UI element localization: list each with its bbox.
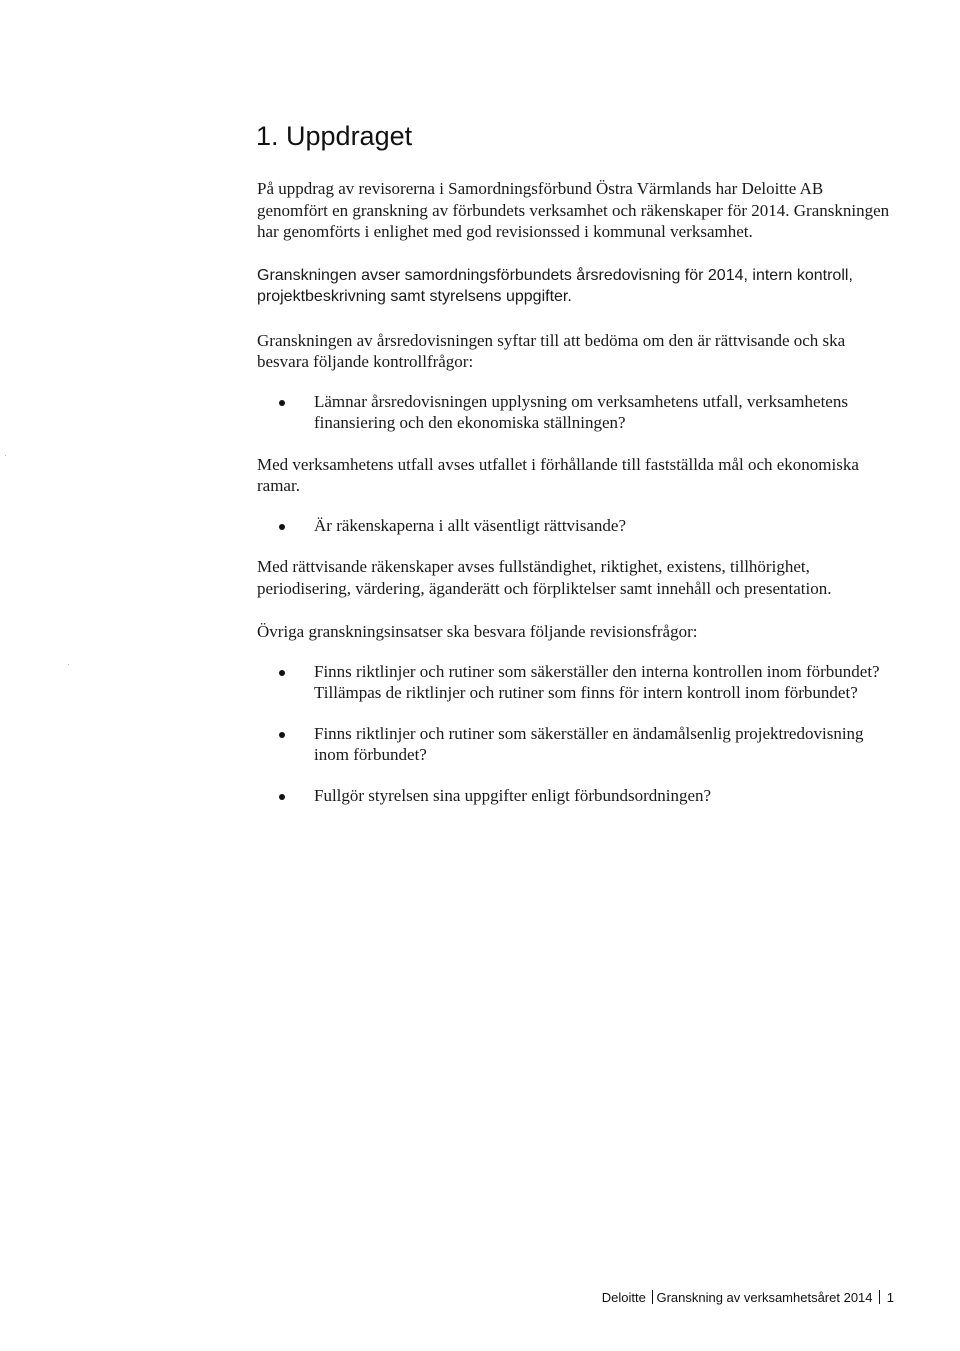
- list-item-text: Är räkenskaperna i allt väsentligt rättvisande?: [314, 515, 627, 535]
- footer-divider: [652, 1290, 653, 1304]
- control-question-list: [257, 391, 897, 434]
- section-heading: 1. Uppdraget: [256, 121, 413, 151]
- list-item: [257, 515, 897, 537]
- list-item: [257, 723, 897, 766]
- bullet-icon: [279, 400, 285, 406]
- list-item: [257, 661, 897, 704]
- paragraph-accounts-definition: Med rättvisande räkenskaper avses fullständighet, riktighet, existens, tillhörighet, periodisering, värdering, äganderätt och förpliktelser samt innehåll och presentation.: [257, 557, 832, 598]
- footer-company: Deloitte: [601, 1290, 646, 1305]
- list-item-text: Lämnar årsredovisningen upplysning om verksamhetens utfall, verksamhetens finansiering och den ekonomiska ställningen?: [314, 391, 848, 432]
- control-question-list-2: [257, 515, 897, 537]
- footer-divider: [879, 1290, 880, 1304]
- list-item: [257, 785, 897, 807]
- footer-document-title: Granskning av verksamhetsåret 2014: [656, 1290, 873, 1305]
- paragraph-assignment: På uppdrag av revisorerna i Samordningsförbund Östra Värmlands har Deloitte AB genomfört en granskning av förbundets verksamhet och räkenskaper för 2014. Granskningen har genomförts i enlighet med god revisionssed i kommunal verksamhet.: [257, 179, 890, 241]
- section-body: [257, 178, 897, 826]
- bullet-icon: [279, 670, 285, 676]
- bullet-icon: [279, 524, 285, 530]
- bullet-icon: [279, 794, 285, 800]
- paragraph-scope: Granskningen avser samordningsförbundets årsredovisning för 2014, intern kontroll, projektbeskrivning samt styrelsens uppgifter.: [257, 266, 853, 305]
- paragraph-outcome-definition: Med verksamhetens utfall avses utfallet i förhållande till fastställda mål och ekonomiska ramar.: [257, 454, 859, 495]
- scan-speck: [5, 455, 6, 456]
- list-item-text: Finns riktlinjer och rutiner som säkerställer den interna kontrollen inom förbundet? Tillämpas de riktlinjer och rutiner som finns för intern kontroll inom förbundet?: [314, 661, 880, 702]
- footer-page-number: 1: [886, 1290, 894, 1305]
- scan-speck: [68, 664, 69, 665]
- page-footer: [602, 1290, 894, 1306]
- paragraph-control-intro: Granskningen av årsredovisningen syftar till att bedöma om den är rättvisande och ska besvara följande kontrollfrågor:: [257, 330, 846, 371]
- paragraph-revision-intro: Övriga granskningsinsatser ska besvara följande revisionsfrågor:: [257, 622, 698, 641]
- list-item-text: Fullgör styrelsen sina uppgifter enligt förbundsordningen?: [314, 785, 712, 805]
- bullet-icon: [279, 732, 285, 738]
- list-item-text: Finns riktlinjer och rutiner som säkerställer en ändamålsenlig projektredovisning inom förbundet?: [314, 723, 864, 764]
- list-item: [257, 391, 897, 434]
- revision-question-list: [257, 661, 897, 807]
